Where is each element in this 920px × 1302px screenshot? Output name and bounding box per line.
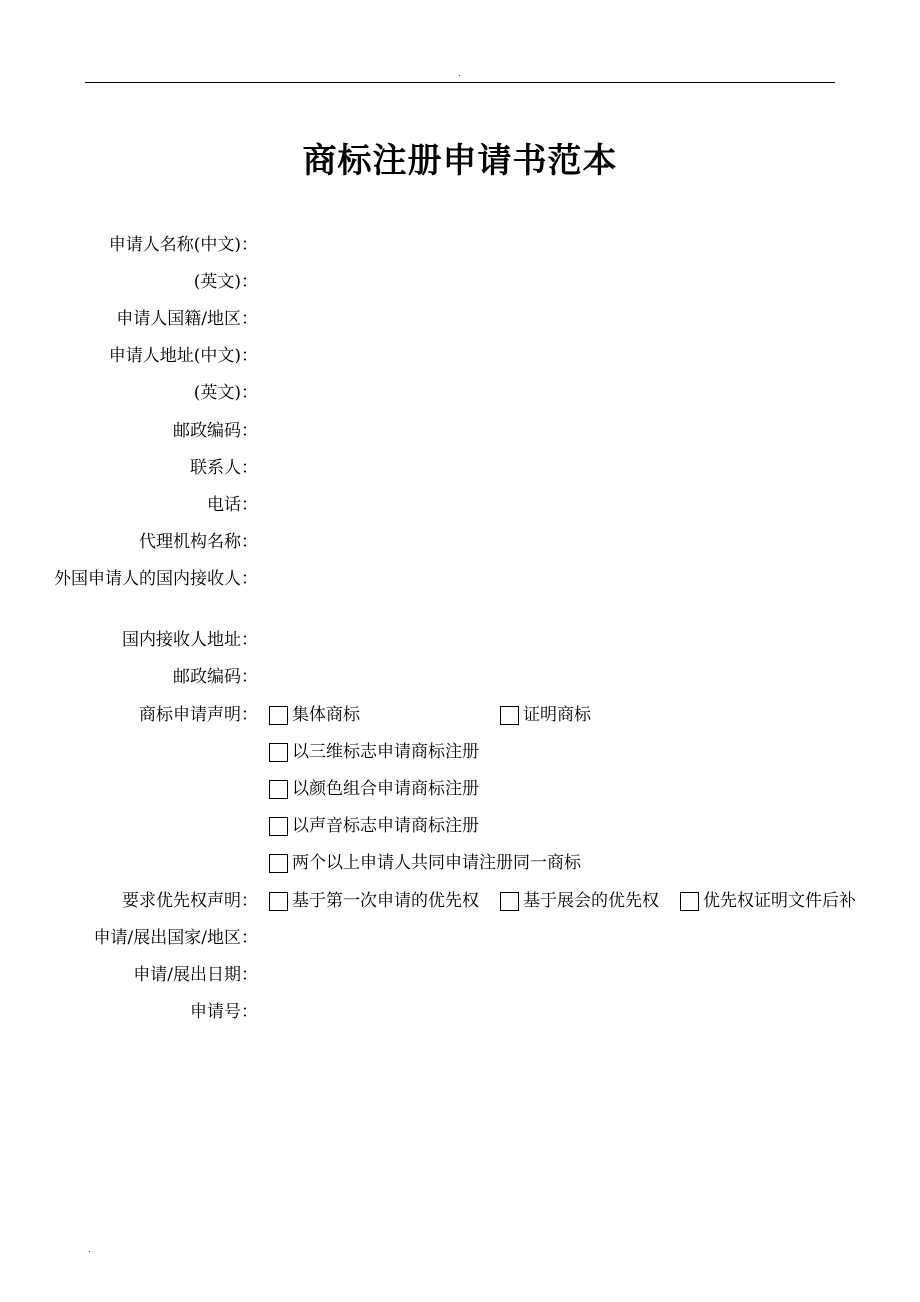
page-title: 商标注册申请书范本: [302, 141, 618, 181]
checkbox[interactable]: [500, 892, 519, 911]
priority-date-label: 申请/展出日期：: [133, 965, 258, 985]
option-label: 基于第一次申请的优先权: [292, 891, 479, 911]
priority-option-first-filing[interactable]: [269, 890, 479, 912]
checkbox[interactable]: [500, 706, 519, 725]
footer-mark: .: [88, 1245, 91, 1254]
checkbox[interactable]: [269, 780, 288, 799]
declaration-option-sound[interactable]: [269, 815, 479, 837]
checkbox[interactable]: [269, 743, 288, 762]
checkbox[interactable]: [680, 892, 699, 911]
priority-label: 要求优先权声明：: [122, 891, 258, 911]
agency-label: 代理机构名称：: [139, 532, 258, 552]
application-number-label: 申请号：: [190, 1002, 258, 1022]
option-label: 两个以上申请人共同申请注册同一商标: [292, 853, 581, 873]
checkbox[interactable]: [269, 854, 288, 873]
declaration-option-3d[interactable]: [269, 741, 479, 763]
declaration-option-collective[interactable]: [269, 704, 360, 726]
postal-code-2-label: 邮政编码：: [173, 667, 258, 687]
header-rule: [85, 82, 835, 83]
receiver-address-label: 国内接收人地址：: [122, 630, 258, 650]
declaration-option-certification[interactable]: [500, 704, 591, 726]
option-label: 集体商标: [292, 705, 360, 725]
domestic-receiver-label: 外国申请人的国内接收人：: [54, 569, 258, 589]
option-label: 优先权证明文件后补: [703, 891, 856, 911]
declaration-label: 商标申请声明：: [139, 705, 258, 725]
declaration-option-color[interactable]: [269, 778, 479, 800]
applicant-name-en-label: (英文)：: [193, 272, 258, 292]
address-en-label: (英文)：: [193, 383, 258, 403]
applicant-name-cn-label: 申请人名称(中文)：: [108, 235, 258, 255]
option-label: 证明商标: [523, 705, 591, 725]
checkbox[interactable]: [269, 892, 288, 911]
checkbox[interactable]: [269, 706, 288, 725]
address-cn-label: 申请人地址(中文)：: [108, 346, 258, 366]
declaration-option-joint[interactable]: [269, 852, 581, 874]
postal-code-label: 邮政编码：: [173, 421, 258, 441]
option-label: 以颜色组合申请商标注册: [292, 779, 479, 799]
phone-label: 电话：: [207, 495, 258, 515]
header-mark: .: [458, 69, 461, 78]
checkbox[interactable]: [269, 817, 288, 836]
option-label: 以声音标志申请商标注册: [292, 816, 479, 836]
priority-option-exhibition[interactable]: [500, 890, 659, 912]
option-label: 以三维标志申请商标注册: [292, 742, 479, 762]
priority-country-label: 申请/展出国家/地区：: [93, 928, 258, 948]
option-label: 基于展会的优先权: [523, 891, 659, 911]
nationality-label: 申请人国籍/地区：: [116, 309, 258, 329]
contact-label: 联系人：: [190, 458, 258, 478]
priority-option-docs-later[interactable]: [680, 890, 856, 912]
